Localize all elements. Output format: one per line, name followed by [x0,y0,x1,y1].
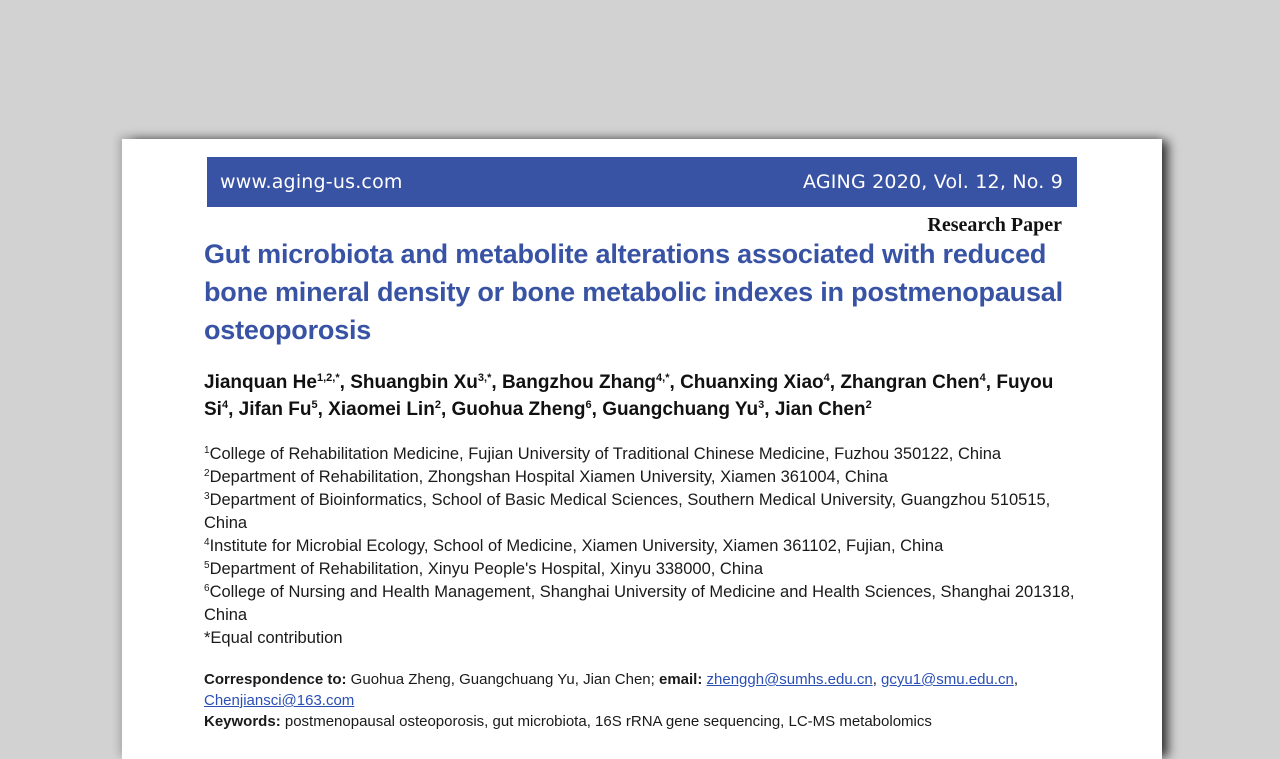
author-name: Fuyou Si [204,372,1054,420]
author-name: Xiaomei Lin [328,399,435,420]
affiliation-item [204,581,1084,627]
author-affiliation-sup: 2 [865,399,872,411]
correspondence-names: Guohua Zheng, Guangchuang Yu, Jian Chen; [346,671,659,688]
affiliation-text: Institute for Microbial Ecology, School of Medicine, Xiamen University, Xiamen 361102, Fujian, China [209,537,944,555]
equal-contribution-note: *Equal contribution [204,629,343,647]
affiliation-list [204,443,1084,650]
affiliation-text: Department of Bioinformatics, School of Basic Medical Sciences, Southern Medical University, Guangzhou 510515, China [204,491,1051,532]
affiliation-number: 1 [204,445,210,456]
author-name: Zhangran Chen [840,372,980,393]
author-separator: , [985,372,997,393]
author-list [204,369,1084,423]
author-separator: , [669,372,681,393]
affiliation-item [204,443,1084,466]
keywords-line [204,711,1084,732]
author-name: Jian Chen [774,399,866,420]
author-affiliation-sup: 3,* [477,372,492,384]
paper-page [122,139,1162,759]
journal-website: www.aging-us.com [220,171,403,193]
article-type: Research Paper [927,214,1062,236]
affiliation-number: 4 [204,537,210,548]
author-affiliation-sup: 6 [585,399,592,411]
author-separator: , [440,399,452,420]
author-affiliation-sup: 3 [758,399,765,411]
author-name: Guohua Zheng [451,399,586,420]
author-name: Guangchuang Yu [602,399,759,420]
author-affiliation-sup: 4 [221,399,229,411]
affiliation-text: College of Rehabilitation Medicine, Fujian University of Traditional Chinese Medicine, Fuzhou 350122, China [209,445,1002,463]
author-separator: , [339,372,351,393]
correspondence-label: Correspondence to: [204,671,347,688]
author-separator: , [829,372,841,393]
keywords-text: postmenopausal osteoporosis, gut microbiota, 16S rRNA gene sequencing, LC-MS metabolomics [280,713,932,730]
correspondence-block [204,669,1084,732]
keywords-label: Keywords: [204,713,281,730]
author-separator: , [317,399,329,420]
paper-title: Gut microbiota and metabolite alterations associated with reduced bone mineral density or bone metabolic indexes in postmenopausal osteoporosis [204,239,1063,345]
journal-banner [207,157,1077,207]
author-name: Shuangbin Xu [350,372,478,393]
author-affiliation-sup: 4 [979,372,986,384]
author-name: Jifan Fu [238,399,312,420]
email-link-zheng[interactable]: zhenggh@sumhs.edu.cn [706,671,873,688]
email-link-yu[interactable]: gcyu1@smu.edu.cn [881,671,1014,688]
affiliation-number: 6 [204,583,210,594]
author-separator: , [591,399,603,420]
author-name: Jianquan He [204,372,317,393]
author-name: Bangzhou Zhang [501,372,657,393]
affiliation-item [204,535,1084,558]
author-name: Chuanxing Xiao [680,372,824,393]
affiliation-number: 5 [204,560,210,571]
email-label: email: [658,671,703,688]
author-affiliation-sup: 4,* [656,372,670,384]
correspondence-line: Correspondence to: Guohua Zheng, Guangchuang Yu, Jian Chen; email: zhenggh@sumhs.edu.cn, gcyu1@smu.edu.cn, Chenjiansci@163.com [204,671,1018,709]
author-affiliation-sup: 1,2,* [316,372,340,384]
author-separator: , [228,399,239,420]
author-affiliation-sup: 2 [434,399,441,411]
affiliation-number: 2 [204,468,210,479]
affiliation-item [204,489,1084,535]
author-affiliation-sup: 5 [311,399,318,411]
author-affiliation-sup: 4 [823,372,830,384]
affiliation-item [204,558,1084,581]
journal-citation: AGING 2020, Vol. 12, No. 9 [802,171,1063,193]
email-link-chen[interactable]: Chenjiansci@163.com [204,692,355,709]
affiliation-text: Department of Rehabilitation, Xinyu People's Hospital, Xinyu 338000, China [209,560,764,578]
affiliation-number: 3 [204,491,210,502]
author-separator: , [491,372,502,393]
affiliation-text: Department of Rehabilitation, Zhongshan Hospital Xiamen University, Xiamen 361004, China [209,468,888,486]
author-separator: , [764,399,775,420]
affiliation-item [204,466,1084,489]
affiliation-text: College of Nursing and Health Management, Shanghai University of Medicine and Health Sciences, Shanghai 201318, China [204,583,1075,624]
